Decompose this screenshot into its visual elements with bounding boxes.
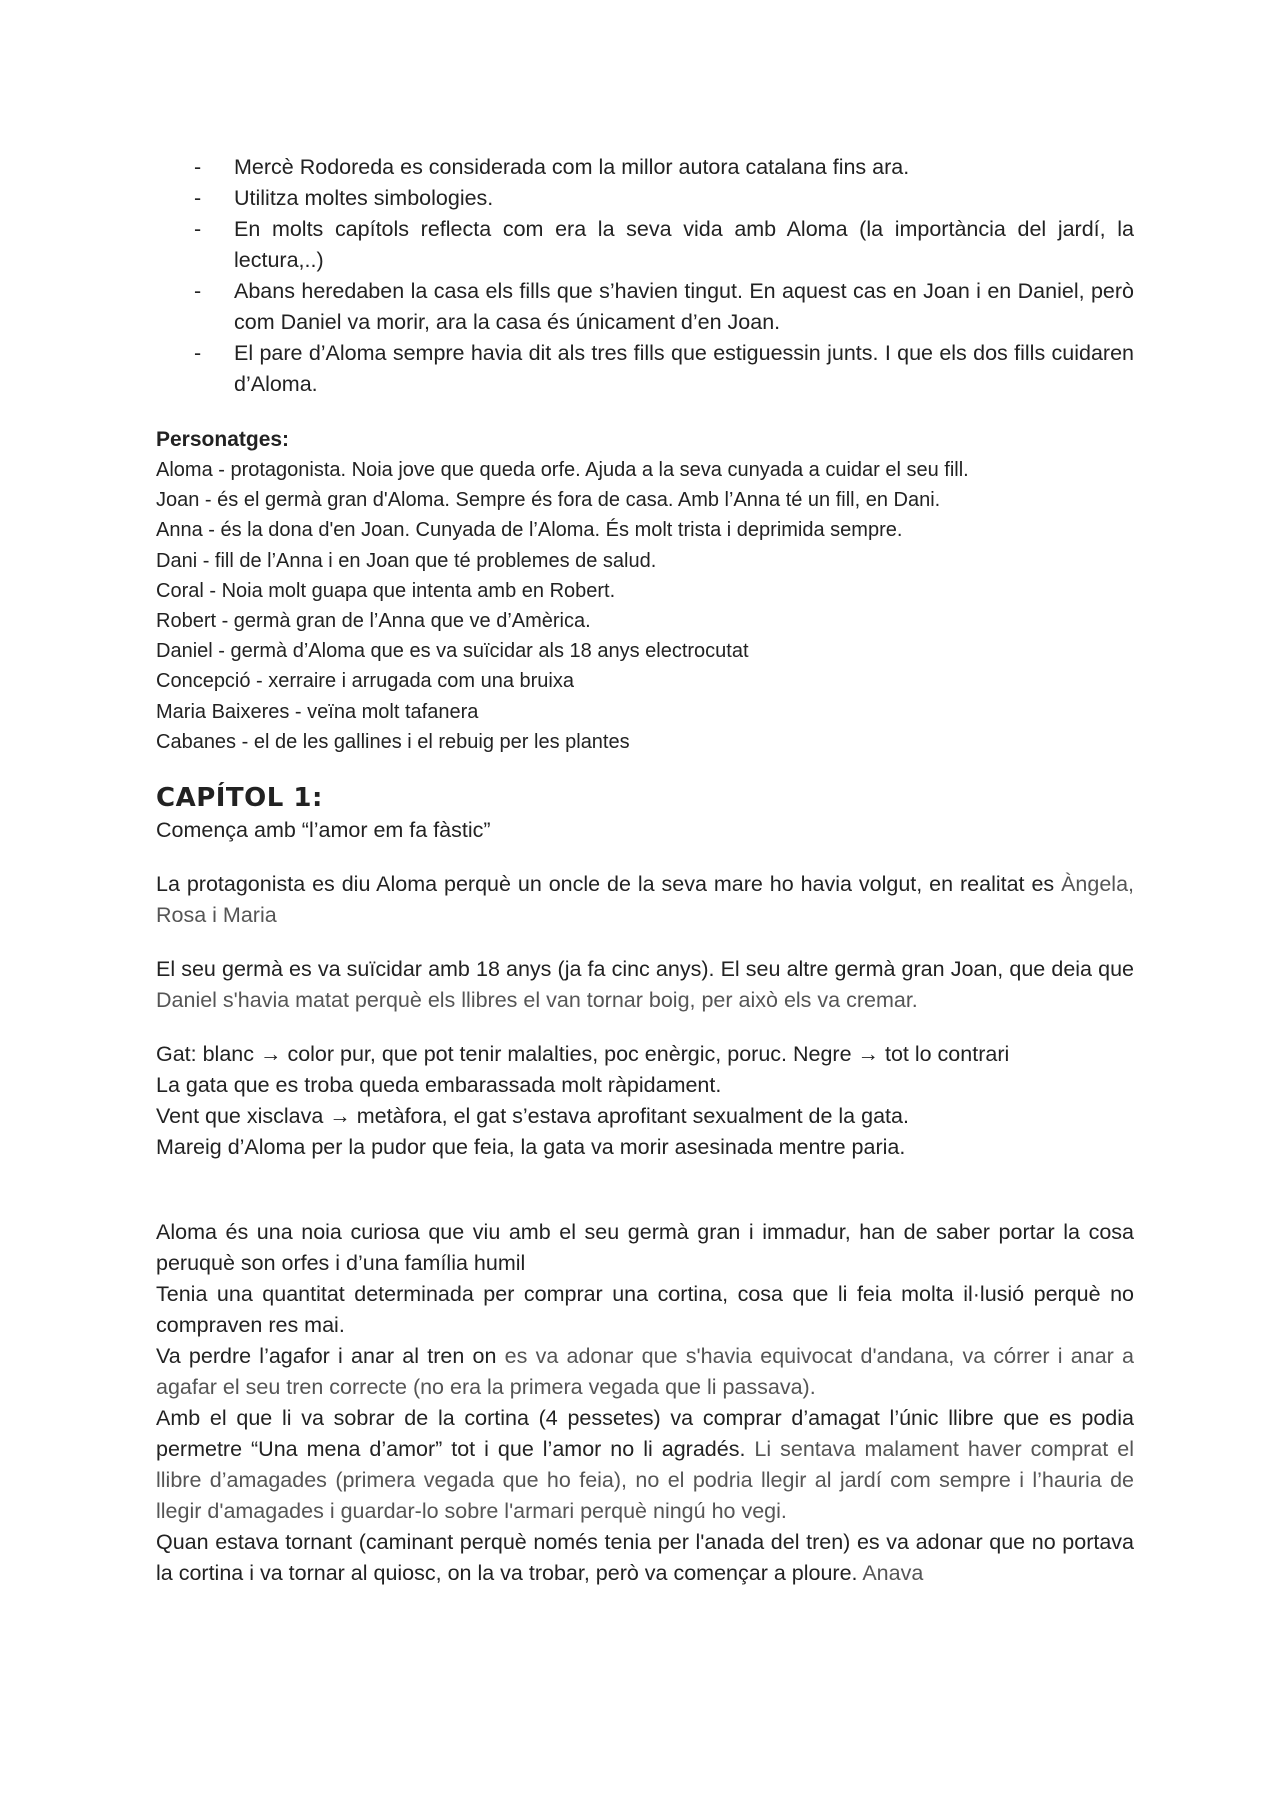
summary-line: Aloma és una noia curiosa que viu amb el seu germà gran i immadur, han de saber portar la cosa peruquè son orfes i d’una família humil [156,1220,1134,1276]
summary-line: Amb el que li va sobrar de la cortina (4 pessetes) va comprar d’amagat l’únic llibre que es podia permetre “Una mena d’amor” tot i que l’amor no li agradés. Li sentava malament haver comprat el llibre d’amagades (primera vegada que ho feia), no el podria llegir al jardí com sempre i l’hauria de llegir d'amagades i guardar-lo sobre l'armari perquè ningú ho vegi. [156,1406,1134,1524]
cat-line: Gat: blanc → color pur, que pot tenir malalties, poc enèrgic, poruc. Negre → tot lo contrari [156,1042,1010,1067]
chapter-title: CAPÍTOL 1: [156,783,323,814]
character-line: Concepció - xerraire i arrugada com una bruixa [156,670,574,693]
bullet-item: - El pare d’Aloma sempre havia dit als tres fills que estiguessin junts. I que els dos fills cuidaren d’Aloma. [156,338,1134,400]
cat-line: Vent que xisclava → metàfora, el gat s’estava aprofitant sexualment de la gata. [156,1104,909,1129]
bullet-item: - En molts capítols reflecta com era la seva vida amb Aloma (la importància del jardí, la lectura,..) [156,214,1134,276]
summary-block [156,1217,1134,1589]
bullet-marker: - [194,341,202,365]
bullet-marker: - [194,155,202,179]
bullet-list [156,152,1134,400]
cat-line: La gata que es troba queda embarassada molt ràpidament. [156,1073,722,1098]
character-line: Maria Baixeres - veïna molt tafanera [156,700,479,723]
character-line: Cabanes - el de les gallines i el rebuig per les plantes [156,730,630,753]
cat-line: Mareig d’Aloma per la pudor que feia, la gata va morir asesinada mentre paria. [156,1135,906,1160]
character-line: Aloma - protagonista. Noia jove que queda orfe. Ajuda a la seva cunyada a cuidar el seu fill. [156,459,969,481]
characters-heading: Personatges: [156,428,290,451]
bullet-marker: - [194,279,202,303]
bullet-item: - Utilitza moltes simbologies. [156,183,1134,214]
character-line: Anna - és la dona d'en Joan. Cunyada de l’Aloma. És molt trista i deprimida sempre. [156,519,903,542]
page-content [156,152,1134,1589]
characters-list [156,455,1134,757]
character-line: Joan - és el germà gran d'Aloma. Sempre és fora de casa. Amb l’Anna té un fill, en Dani. [156,489,941,512]
summary-line: Va perdre l’agafor i anar al tren on es va adonar que s'havia equivocat d'andana, va córrer i anar a agafar el seu tren correcte (no era la primera vegada que li passava). [156,1344,1134,1400]
bullet-item: - Abans heredaben la casa els fills que s’havien tingut. En aquest cas en Joan i en Daniel, però com Daniel va morir, ara la casa és únicament d’en Joan. [156,276,1134,338]
bullet-item: - Mercè Rodoreda es considerada com la millor autora catalana fins ara. [156,152,1134,183]
bullet-marker: - [194,217,202,241]
character-line: Dani - fill de l’Anna i en Joan que té problemes de salud. [156,549,657,572]
chapter-subtitle: Comença amb “l’amor em fa fàstic” [156,818,491,843]
cat-notes [156,1039,1134,1163]
summary-line: Quan estava tornant (caminant perquè només tenia per l'anada del tren) es va adonar que no portava la cortina i va tornar al quiosc, on la va trobar, però va començar a ploure. Anava [156,1530,1134,1586]
character-line: Robert - germà gran de l’Anna que ve d’Amèrica. [156,610,591,633]
paragraph-name: La protagonista es diu Aloma perquè un oncle de la seva mare ho havia volgut, en realitat es Àngela, Rosa i Maria [156,872,1134,928]
paragraph-brother: El seu germà es va suïcidar amb 18 anys (ja fa cinc anys). El seu altre germà gran Joan, que deia que Daniel s'havia matat perquè els llibres el van tornar boig, per això els va cremar. [156,957,1134,1013]
character-line: Coral - Noia molt guapa que intenta amb en Robert. [156,579,616,602]
summary-line: Tenia una quantitat determinada per comprar una cortina, cosa que li feia molta il·lusió perquè no compraven res mai. [156,1282,1134,1338]
character-line: Daniel - germà d’Aloma que es va suïcidar als 18 anys electrocutat [156,640,749,663]
bullet-marker: - [194,186,202,210]
